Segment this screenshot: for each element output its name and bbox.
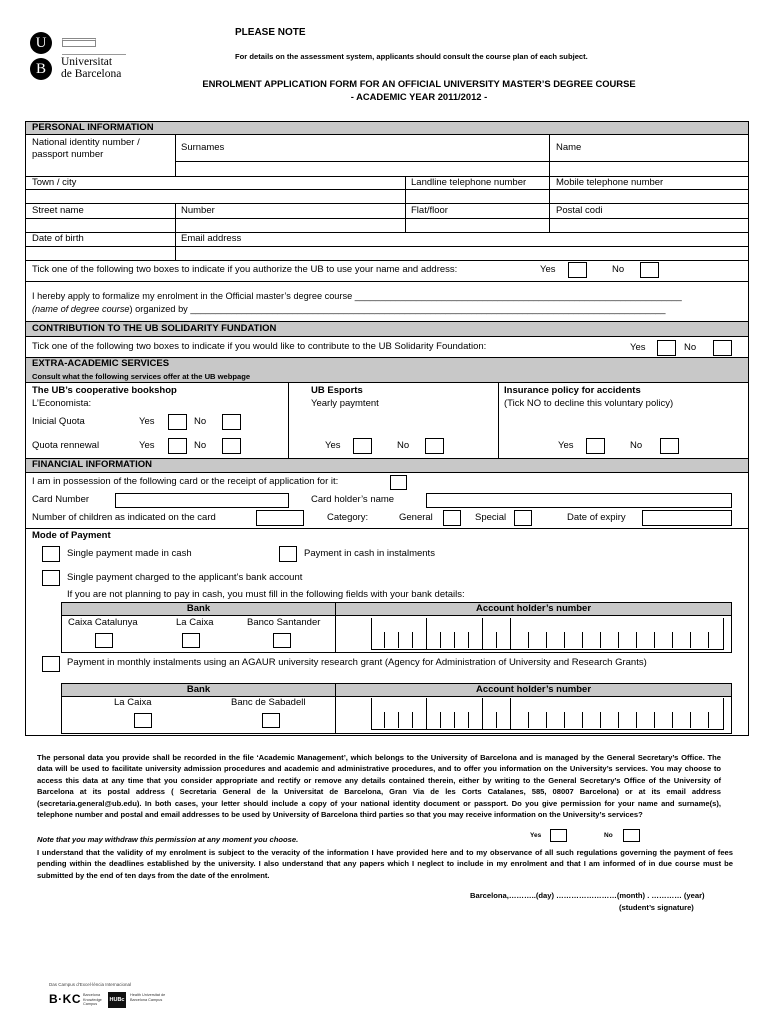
hubc-logo: HUBc xyxy=(108,992,126,1008)
category-label: Category: xyxy=(327,512,369,523)
organized-by: ) organized by _____________________________________________________________________________________________ xyxy=(129,304,666,314)
account-number-field-2[interactable] xyxy=(371,698,724,730)
rennewal-yes-label: Yes xyxy=(139,440,155,451)
town-label: Town / city xyxy=(32,177,77,188)
street-field[interactable] xyxy=(26,219,175,232)
landline-label: Landline telephone number xyxy=(411,177,527,188)
form-title: ENROLMENT APPLICATION FORM FOR AN OFFICIAL UNIVERSITY MASTER’S DEGREE COURSE xyxy=(202,78,636,89)
esports-yes-checkbox[interactable] xyxy=(353,438,372,454)
solidarity-yes-label: Yes xyxy=(630,342,646,353)
bkc-subtext: Barcelona Knowledge Campus xyxy=(83,993,102,1006)
inicial-yes-checkbox[interactable] xyxy=(168,414,187,430)
economista-label: L’Economista: xyxy=(32,398,92,409)
logo-name-line2: de Barcelona xyxy=(61,68,122,80)
postal-label: Postal codi xyxy=(556,205,603,216)
esports-no-checkbox[interactable] xyxy=(425,438,444,454)
hubc-subtext: Health Universitat de Barcelona Campus xyxy=(130,993,166,1002)
solidarity-heading: CONTRIBUTION TO THE UB SOLIDARITY FUNDATION xyxy=(32,323,277,334)
possession-checkbox[interactable] xyxy=(390,475,407,490)
name-field[interactable] xyxy=(550,162,748,176)
id-label-2: passport number xyxy=(32,149,104,160)
apply-text-2 xyxy=(32,303,666,315)
surnames-field[interactable] xyxy=(176,162,549,176)
yearly-label: Yearly paymtent xyxy=(311,398,379,409)
insurance-note: (Tick NO to decline this voluntary policy) xyxy=(504,398,674,409)
instalments-cash-checkbox[interactable] xyxy=(279,546,297,562)
town-field[interactable] xyxy=(26,190,405,203)
payment-heading: Mode of Payment xyxy=(32,530,111,541)
solidarity-no-label: No xyxy=(684,342,697,353)
insurance-yes-checkbox[interactable] xyxy=(586,438,605,454)
account-number-field-1[interactable] xyxy=(371,618,724,650)
logo-circle-bottom: B xyxy=(30,58,52,80)
expiry-label: Date of expiry xyxy=(567,512,626,523)
card-number-label: Card Number xyxy=(32,494,90,505)
inicial-no-checkbox[interactable] xyxy=(222,414,241,430)
bank-option-caixa-catalunya: Caixa Catalunya xyxy=(68,617,138,628)
expiry-input[interactable] xyxy=(642,510,732,526)
la-caixa-checkbox[interactable] xyxy=(182,633,200,648)
insurance-no-label: No xyxy=(630,440,643,451)
bank-option-santander: Banco Santander xyxy=(247,617,321,628)
logo-building-icon xyxy=(62,38,96,47)
esports-no-label: No xyxy=(397,440,410,451)
number-label: Number xyxy=(181,205,215,216)
special-checkbox[interactable] xyxy=(514,510,532,526)
caixa-catalunya-checkbox[interactable] xyxy=(95,633,113,648)
dob-field[interactable] xyxy=(26,247,175,260)
single-bank-label: Single payment charged to the applicant’s bank account xyxy=(67,572,303,583)
single-cash-checkbox[interactable] xyxy=(42,546,60,562)
bank-header-1: Bank xyxy=(186,603,211,614)
campus-small-text: Das Campus d’Excel·lència Internacional xyxy=(49,982,132,987)
please-note: PLEASE NOTE xyxy=(235,27,306,38)
single-bank-checkbox[interactable] xyxy=(42,570,60,586)
children-input[interactable] xyxy=(256,510,304,526)
bank-option-la-caixa-2: La Caixa xyxy=(114,697,152,708)
bank-header-2: Bank xyxy=(186,684,211,695)
logo-circle-top: U xyxy=(30,32,52,54)
bank-option-la-caixa: La Caixa xyxy=(176,617,214,628)
id-label: National identity number / xyxy=(32,137,140,148)
flat-field[interactable] xyxy=(406,219,549,232)
solidarity-text: Tick one of the following two boxes to indicate if you would like to contribute to the UB Solidarity Foundation: xyxy=(32,341,487,352)
financial-heading: FINANCIAL INFORMATION xyxy=(32,459,152,470)
instalments-cash-label: Payment in cash in instalments xyxy=(304,548,435,559)
logo-name-line1: Universitat xyxy=(61,56,113,68)
la-caixa-2-checkbox[interactable] xyxy=(134,713,152,728)
permission-yes-checkbox[interactable] xyxy=(550,829,567,842)
degree-course-note: (name of degree course xyxy=(32,304,130,314)
number-field[interactable] xyxy=(176,219,405,232)
authorize-yes-label: Yes xyxy=(540,264,556,275)
card-holder-label: Card holder’s name xyxy=(311,494,395,505)
esports-yes-label: Yes xyxy=(325,440,341,451)
bank-option-sabadell: Banc de Sabadell xyxy=(231,697,306,708)
inicial-quota-label: Inicial Quota xyxy=(32,416,85,427)
rennewal-label: Quota rennewal xyxy=(32,440,100,451)
insurance-yes-label: Yes xyxy=(558,440,574,451)
insurance-no-checkbox[interactable] xyxy=(660,438,679,454)
withdraw-note: Note that you may withdraw this permission at any moment you choose. xyxy=(37,835,299,844)
mobile-label: Mobile telephone number xyxy=(556,177,664,188)
bookshop-label: The UB’s cooperative bookshop xyxy=(32,385,177,396)
general-checkbox[interactable] xyxy=(443,510,461,526)
if-not-text: If you are not planning to pay in cash, you must fill in the following fields with your bank details: xyxy=(67,589,465,600)
flat-label: Flat/floor xyxy=(411,205,448,216)
mobile-field[interactable] xyxy=(550,190,748,203)
signature-label: (student’s signature) xyxy=(619,903,694,912)
children-label: Number of children as indicated on the card xyxy=(32,512,216,523)
santander-checkbox[interactable] xyxy=(273,633,291,648)
name-label: Name xyxy=(556,142,582,153)
authorize-text: Tick one of the following two boxes to indicate if you authorize the UB to use your name and address: xyxy=(32,264,458,275)
rennewal-yes-checkbox[interactable] xyxy=(168,438,187,454)
permission-yes-label: Yes xyxy=(530,832,542,839)
note-text: For details on the assessment system, applicants should consult the course plan of each subject. xyxy=(235,52,588,61)
apply-text: I hereby apply to formalize my enrolment in the Official master’s degree course ________________________________________________________________ xyxy=(32,291,682,301)
extra-subheading: Consult what the following services offer at the UB webpage xyxy=(32,372,251,381)
email-field[interactable] xyxy=(176,247,748,260)
permission-no-checkbox[interactable] xyxy=(623,829,640,842)
email-label: Email address xyxy=(181,233,242,244)
esports-label: UB Esports xyxy=(311,385,363,396)
postal-field[interactable] xyxy=(550,219,748,232)
account-header-1: Account holder’s number xyxy=(475,603,592,614)
date-line: Barcelona,………..(day) ……………………(month) . ………… (year) xyxy=(470,891,705,900)
special-label: Special xyxy=(475,512,507,523)
solidarity-yes-checkbox[interactable] xyxy=(657,340,676,356)
solidarity-no-checkbox[interactable] xyxy=(713,340,732,356)
bkc-logo: B·KC xyxy=(49,992,81,1006)
rennewal-no-checkbox[interactable] xyxy=(222,438,241,454)
card-number-input[interactable] xyxy=(115,493,289,508)
authorize-no-checkbox[interactable] xyxy=(640,262,659,278)
rennewal-no-label: No xyxy=(194,440,207,451)
possession-text: I am in possession of the following card or the receipt of application for it: xyxy=(32,476,339,487)
agaur-checkbox[interactable] xyxy=(42,656,60,672)
sabadell-checkbox[interactable] xyxy=(262,713,280,728)
single-cash-label: Single payment made in cash xyxy=(67,548,192,559)
agaur-label: Payment in monthly instalments using an AGAUR university research grant (Agency for Administration of University and Research Grants) xyxy=(67,657,647,668)
surnames-label: Surnames xyxy=(181,142,225,153)
general-label: General xyxy=(399,512,433,523)
extra-heading: EXTRA-ACADEMIC SERVICES xyxy=(32,358,170,369)
street-label: Street name xyxy=(32,205,84,216)
permission-no-label: No xyxy=(604,832,613,839)
logo-rule xyxy=(62,54,126,55)
inicial-no-label: No xyxy=(194,416,207,427)
authorize-no-label: No xyxy=(612,264,625,275)
insurance-label: Insurance policy for accidents xyxy=(504,385,641,396)
dob-label: Date of birth xyxy=(32,233,84,244)
landline-field[interactable] xyxy=(406,190,549,203)
privacy-statement: The personal data you provide shall be recorded in the file ‘Academic Management’, which belongs to the University of Barcelona and is managed by the General Secretary’s Office. The data will be used to facilitate university admission procedures and academic and administrative procedures, and to offer you information on the University’s services. You may choose to access this data at any time that you consider appropriate and rectify or remove any details contained therein, either by writing to the General Secretary’s Office of the University of Barcelona at its postal address ( Secretaria General de la Universitat de Barcelona, Gran Via de les Corts Catalanes, 585, 08007 Barcelona) or at its email address (secretaria.general@ub.edu). In both cases, your letter should include a copy of your national identity document or passport. Do you give permission for your name and surname(s), telephone number and postal and email addresses to be used by University of Barcelona third parties so that you may receive information on the University’s services? xyxy=(37,753,721,820)
university-logo xyxy=(30,32,130,84)
personal-heading: PERSONAL INFORMATION xyxy=(32,122,154,133)
inicial-yes-label: Yes xyxy=(139,416,155,427)
authorize-yes-checkbox[interactable] xyxy=(568,262,587,278)
card-holder-input[interactable] xyxy=(426,493,732,508)
validity-statement: I understand that the validity of my enrolment is subject to the veracity of the information I have provided here and to my observance of all such regulations governing the payment of fees pending within the deadlines established by the university. I also understand that any papers which I neglect to include in my enrolment and that I am informed of in due course must be submitted by the end of ten days from the date of the enrolment. xyxy=(37,848,733,880)
form-subtitle: - ACADEMIC YEAR 2011/2012 - xyxy=(350,91,488,102)
id-field[interactable] xyxy=(25,162,176,177)
account-header-2: Account holder’s number xyxy=(475,684,592,695)
